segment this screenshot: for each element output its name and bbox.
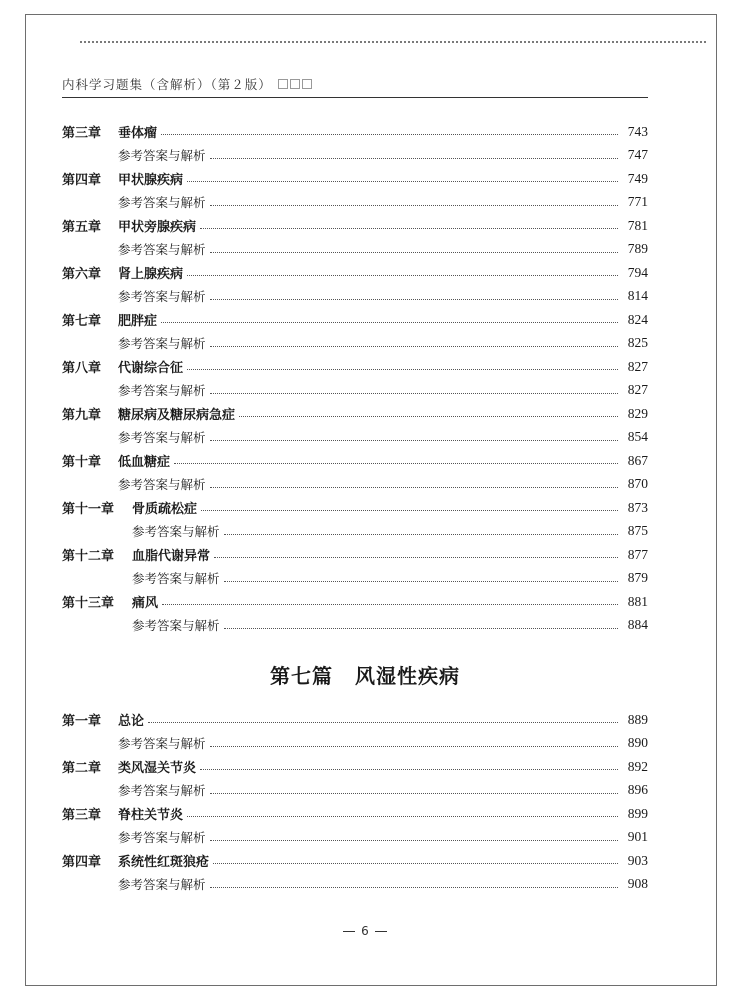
chapter-number: 第二章 <box>62 760 102 776</box>
toc-list-part-a <box>62 120 648 637</box>
leader-dots <box>210 299 618 300</box>
toc-answer-row[interactable] <box>62 567 648 591</box>
entry-title: 参考答案与解析 <box>132 524 220 540</box>
toc-answer-row[interactable] <box>62 426 648 450</box>
leader-dots <box>200 228 618 229</box>
leader-dots <box>210 887 618 888</box>
entry-page-number: 899 <box>627 805 648 821</box>
toc-answer-row[interactable] <box>62 520 648 544</box>
page-number: 6 <box>361 924 369 938</box>
entry-page-number: 749 <box>627 170 648 186</box>
entry-title: 参考答案与解析 <box>118 336 206 352</box>
entry-title: 代谢综合征 <box>118 361 184 377</box>
section-name: 风湿性疾病 <box>355 664 460 688</box>
leader-dots <box>210 440 618 441</box>
toc-chapter-row[interactable] <box>62 120 648 144</box>
toc-chapter-row[interactable] <box>62 167 648 191</box>
leader-dots <box>213 863 618 864</box>
leader-dots <box>201 510 618 511</box>
entry-title: 参考答案与解析 <box>118 242 206 258</box>
entry-title: 参考答案与解析 <box>132 571 220 587</box>
chapter-number: 第三章 <box>62 125 102 141</box>
entry-title: 低血糖症 <box>118 455 171 471</box>
chapter-number: 第八章 <box>62 360 102 376</box>
leader-dots <box>210 252 618 253</box>
entry-page-number: 889 <box>627 711 648 727</box>
entry-page-number: 901 <box>627 829 648 845</box>
leader-dots <box>210 346 618 347</box>
leader-dots <box>210 840 618 841</box>
toc-answer-row[interactable] <box>62 144 648 168</box>
entry-page-number: 892 <box>627 758 648 774</box>
chapter-number: 第十章 <box>62 454 102 470</box>
toc-answer-row[interactable] <box>62 779 648 803</box>
entry-title: 糖尿病及糖尿病急症 <box>118 408 236 424</box>
entry-page-number: 794 <box>627 264 648 280</box>
entry-title: 参考答案与解析 <box>118 383 206 399</box>
entry-title: 参考答案与解析 <box>118 477 206 493</box>
entry-title: 血脂代谢异常 <box>132 549 211 565</box>
leader-dots <box>174 463 618 464</box>
entry-page-number: 824 <box>627 311 648 327</box>
toc-chapter-row[interactable] <box>62 543 648 567</box>
entry-page-number: 814 <box>627 288 648 304</box>
entry-page-number: 771 <box>627 194 648 210</box>
chapter-number: 第十三章 <box>62 595 115 611</box>
chapter-number: 第九章 <box>62 407 102 423</box>
entry-page-number: 903 <box>627 852 648 868</box>
toc-answer-row[interactable] <box>62 191 648 215</box>
entry-page-number: 867 <box>627 452 648 468</box>
entry-page-number: 743 <box>627 123 648 139</box>
entry-page-number: 890 <box>627 735 648 751</box>
chapter-number: 第一章 <box>62 713 102 729</box>
toc-list-part-b <box>62 708 648 896</box>
chapter-number: 第四章 <box>62 172 102 188</box>
toc-answer-row[interactable] <box>62 826 648 850</box>
leader-dots <box>187 816 618 817</box>
entry-page-number: 747 <box>627 147 648 163</box>
toc-answer-row[interactable] <box>62 379 648 403</box>
entry-page-number: 884 <box>627 617 648 633</box>
leader-dots <box>224 581 618 582</box>
entry-page-number: 781 <box>627 217 648 233</box>
chapter-number: 第五章 <box>62 219 102 235</box>
leader-dots <box>210 205 618 206</box>
entry-title: 肥胖症 <box>118 314 158 330</box>
entry-title: 甲状旁腺疾病 <box>118 220 197 236</box>
toc-chapter-row[interactable] <box>62 755 648 779</box>
toc-chapter-row[interactable] <box>62 261 648 285</box>
toc-answer-row[interactable] <box>62 238 648 262</box>
entry-title: 参考答案与解析 <box>118 195 206 211</box>
entry-page-number: 829 <box>627 405 648 421</box>
leader-dots <box>210 746 618 747</box>
entry-title: 系统性红斑狼疮 <box>118 855 210 871</box>
entry-title: 参考答案与解析 <box>132 618 220 634</box>
chapter-number: 第十一章 <box>62 501 115 517</box>
leader-dots <box>239 416 618 417</box>
entry-page-number: 854 <box>627 429 648 445</box>
entry-page-number: 879 <box>627 570 648 586</box>
entry-title: 类风湿关节炎 <box>118 761 197 777</box>
entry-page-number: 789 <box>627 241 648 257</box>
entry-page-number: 827 <box>627 382 648 398</box>
entry-page-number: 873 <box>627 499 648 515</box>
header-decoration <box>278 79 314 89</box>
toc-answer-row[interactable] <box>62 473 648 497</box>
entry-title: 参考答案与解析 <box>118 877 206 893</box>
entry-title: 甲状腺疾病 <box>118 173 184 189</box>
toc-chapter-row[interactable] <box>62 708 648 732</box>
toc-chapter-row[interactable] <box>62 802 648 826</box>
running-header <box>62 75 314 93</box>
toc-answer-row[interactable] <box>62 873 648 897</box>
leader-dots <box>187 181 618 182</box>
leader-dots <box>224 628 618 629</box>
entry-title: 参考答案与解析 <box>118 430 206 446</box>
chapter-number: 第七章 <box>62 313 102 329</box>
toc-answer-row[interactable] <box>62 332 648 356</box>
toc-answer-row[interactable] <box>62 614 648 638</box>
top-dotted-rule <box>80 41 706 43</box>
entry-title: 参考答案与解析 <box>118 830 206 846</box>
entry-page-number: 881 <box>627 593 648 609</box>
toc-answer-row[interactable] <box>62 285 648 309</box>
entry-title: 参考答案与解析 <box>118 783 206 799</box>
leader-dots <box>187 275 618 276</box>
leader-dots <box>210 393 618 394</box>
toc-chapter-row[interactable] <box>62 496 648 520</box>
entry-page-number: 825 <box>627 335 648 351</box>
toc-chapter-row[interactable] <box>62 449 648 473</box>
section-number: 第七篇 <box>270 664 333 688</box>
chapter-number: 第四章 <box>62 854 102 870</box>
leader-dots <box>214 557 618 558</box>
entry-page-number: 877 <box>627 546 648 562</box>
toc-chapter-row[interactable] <box>62 308 648 332</box>
running-header-text: 内科学习题集（含解析）（第２版） <box>62 77 272 92</box>
toc-chapter-row[interactable] <box>62 402 648 426</box>
entry-page-number: 908 <box>627 876 648 892</box>
leader-dots <box>200 769 618 770</box>
leader-dots <box>161 134 618 135</box>
entry-title: 垂体瘤 <box>118 126 158 142</box>
toc-answer-row[interactable] <box>62 732 648 756</box>
toc-chapter-row[interactable] <box>62 590 648 614</box>
entry-title: 肾上腺疾病 <box>118 267 184 283</box>
entry-title: 参考答案与解析 <box>118 736 206 752</box>
toc-chapter-row[interactable] <box>62 214 648 238</box>
entry-title: 痛风 <box>132 596 159 612</box>
chapter-number: 第六章 <box>62 266 102 282</box>
toc-chapter-row[interactable] <box>62 355 648 379</box>
entry-page-number: 896 <box>627 782 648 798</box>
leader-dots <box>224 534 618 535</box>
entry-title: 总论 <box>118 714 145 730</box>
entry-title: 参考答案与解析 <box>118 289 206 305</box>
toc-chapter-row[interactable] <box>62 849 648 873</box>
leader-dots <box>210 158 618 159</box>
section-heading <box>0 660 730 689</box>
leader-dots <box>187 369 618 370</box>
leader-dots <box>148 722 618 723</box>
chapter-number: 第三章 <box>62 807 102 823</box>
entry-page-number: 875 <box>627 523 648 539</box>
page-footer <box>0 924 730 938</box>
leader-dots <box>210 487 618 488</box>
entry-title: 骨质疏松症 <box>132 502 198 518</box>
leader-dots <box>161 322 618 323</box>
entry-page-number: 870 <box>627 476 648 492</box>
chapter-number: 第十二章 <box>62 548 115 564</box>
entry-title: 脊柱关节炎 <box>118 808 184 824</box>
entry-page-number: 827 <box>627 358 648 374</box>
leader-dots <box>162 604 618 605</box>
header-rule <box>62 97 648 98</box>
entry-title: 参考答案与解析 <box>118 148 206 164</box>
leader-dots <box>210 793 618 794</box>
